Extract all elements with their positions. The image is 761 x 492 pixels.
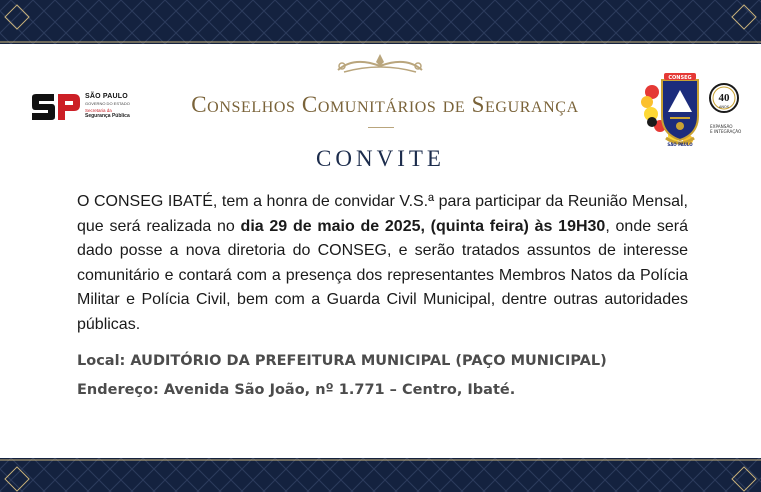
conseg-emblem-icon [638,70,744,150]
conseg-logo [638,70,744,150]
invitation-heading: CONVITE [316,146,445,171]
sp-logo-line1: SÃO PAULO [85,93,128,100]
svg-text:CONSEG: CONSEG [668,75,692,81]
top-border-band [0,0,761,44]
sao-paulo-government-logo [30,93,136,123]
gold-scroll-ornament [334,52,426,76]
svg-text:ANOS: ANOS [719,105,729,109]
diamond-pattern [0,458,761,492]
meeting-date: dia 29 de maio de 2025, (quinta feira) às 19H30 [240,217,606,235]
sp-logo-line2: GOVERNO DO ESTADO [85,101,130,106]
invitation-text-part1: O CONSEG IBATÉ, tem a honra de convidar V.S.ª para participar da Reunião Mensal, que será realizada no [77,193,688,235]
svg-text:EXPANSÃO: EXPANSÃO [710,124,733,129]
location-line: Local: AUDITÓRIO DA PREFEITURA MUNICIPAL (PAÇO MUNICIPAL) [77,353,607,369]
address-line: Endereço: Avenida São João, nº 1.771 – Centro, Ibaté. [77,382,516,398]
svg-text:SÃO PAULO: SÃO PAULO [667,142,693,147]
sp-logo-text [85,93,141,119]
invitation-text-part2: , onde será dado posse a nova diretoria do CONSEG, e serão tratados assuntos de interesse comunitário e contará com a presença dos representantes Membros Natos da Polícia Militar e Polícia Civil, bem com a Guarda Civil Municipal, dentre outras autoridades públicas. [77,217,688,333]
sp-emblem-icon [30,93,82,121]
svg-text:E INTEGRAÇÃO: E INTEGRAÇÃO [710,129,742,134]
invitation-body [77,190,688,338]
sp-logo-line3: Secretaria da [85,108,112,113]
sp-logo-line4: Segurança Pública [85,113,130,119]
diamond-pattern [0,0,761,44]
page-title: Conselhos Comunitários de Segurança [191,92,579,117]
svg-text:40: 40 [718,92,730,104]
bottom-border-band [0,458,761,492]
title-divider [368,127,394,128]
